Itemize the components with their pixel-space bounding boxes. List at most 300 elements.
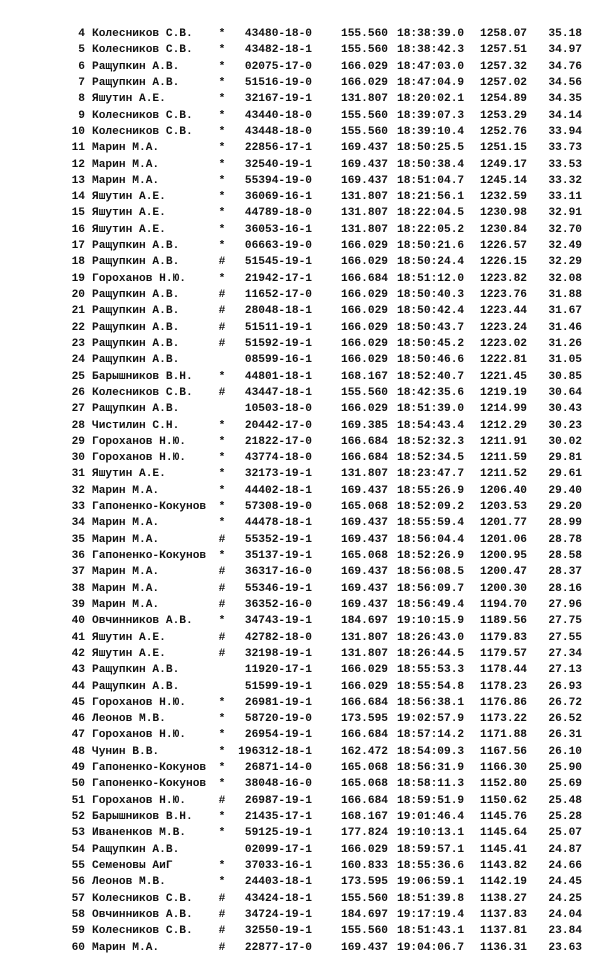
- speed-cell: 1257.32: [480, 60, 527, 73]
- score-cell: 32.29: [548, 256, 582, 269]
- table-row: [0, 450, 600, 466]
- mark-cell: *: [218, 223, 226, 236]
- arrival-time-cell: 18:52:34.5: [397, 452, 465, 465]
- fancier-name-cell: Яшутин А.Е.: [92, 191, 166, 204]
- distance-cell: 168.167: [341, 811, 388, 823]
- rank-cell: 48: [71, 745, 85, 758]
- score-cell: 27.34: [548, 647, 582, 660]
- distance-cell: 165.068: [341, 550, 388, 562]
- distance-cell: 166.684: [341, 794, 388, 807]
- distance-cell: 169.437: [341, 582, 388, 595]
- rank-cell: 39: [71, 598, 85, 611]
- distance-cell: 166.029: [341, 256, 388, 269]
- arrival-time-cell: 18:55:53.3: [397, 664, 465, 677]
- mark-cell: #: [218, 908, 226, 921]
- distance-cell: 166.029: [341, 321, 388, 334]
- speed-cell: 1245.14: [480, 174, 527, 187]
- arrival-time-cell: 18:52:32.3: [397, 435, 465, 448]
- fancier-name-cell: Колесников С.В.: [92, 925, 193, 938]
- arrival-time-cell: 18:54:43.4: [397, 419, 465, 432]
- speed-cell: 1252.76: [480, 125, 527, 138]
- rank-cell: 38: [71, 582, 85, 595]
- ring-id-cell: 43774-18-0: [244, 452, 312, 465]
- table-row: [0, 173, 600, 189]
- rank-cell: 5: [78, 44, 85, 57]
- rank-cell: 21: [71, 305, 85, 318]
- table-row: [0, 679, 600, 695]
- fancier-name-cell: Гороханов Н.Ю.: [92, 435, 186, 448]
- score-cell: 26.31: [548, 729, 582, 742]
- ring-id-cell: 36053-16-1: [244, 223, 312, 236]
- arrival-time-cell: 18:38:39.0: [397, 28, 465, 40]
- rank-cell: 46: [71, 713, 85, 726]
- speed-cell: 1200.30: [480, 582, 527, 595]
- speed-cell: 1253.29: [480, 109, 527, 122]
- fancier-name-cell: Овчинников А.В.: [92, 908, 193, 921]
- rank-cell: 32: [71, 484, 85, 497]
- arrival-time-cell: 18:52:40.7: [397, 370, 465, 383]
- score-cell: 30.23: [548, 419, 582, 432]
- ring-id-cell: 43447-18-1: [244, 386, 312, 399]
- fancier-name-cell: Овчинников А.В.: [92, 615, 193, 628]
- table-row: [0, 842, 600, 858]
- mark-cell: *: [218, 859, 226, 872]
- distance-cell: 169.437: [341, 598, 388, 611]
- rank-cell: 36: [71, 550, 85, 562]
- table-row: [0, 336, 600, 352]
- rank-cell: 43: [71, 664, 85, 677]
- ring-id-cell: 21942-17-1: [244, 272, 312, 285]
- table-row: [0, 532, 600, 548]
- fancier-name-cell: Барышников В.Н.: [92, 811, 193, 823]
- arrival-time-cell: 18:50:25.5: [397, 142, 465, 155]
- rank-cell: 59: [71, 925, 85, 938]
- score-cell: 31.46: [548, 321, 582, 334]
- distance-cell: 166.029: [341, 60, 388, 73]
- speed-cell: 1211.91: [480, 435, 527, 448]
- ring-id-cell: 35137-19-1: [244, 550, 312, 562]
- mark-cell: *: [218, 240, 226, 253]
- score-cell: 32.70: [548, 223, 582, 236]
- ring-id-cell: 43440-18-0: [244, 109, 312, 122]
- mark-cell: *: [218, 158, 226, 171]
- ring-id-cell: 44402-18-1: [244, 484, 312, 497]
- score-cell: 24.45: [548, 876, 582, 889]
- distance-cell: 173.595: [341, 876, 388, 889]
- ring-id-cell: 26871-14-0: [244, 762, 312, 775]
- speed-cell: 1171.88: [480, 729, 527, 742]
- mark-cell: *: [218, 778, 226, 791]
- distance-cell: 155.560: [341, 925, 388, 938]
- distance-cell: 166.029: [341, 305, 388, 318]
- mark-cell: #: [218, 892, 226, 905]
- rank-cell: 4: [78, 28, 85, 40]
- arrival-time-cell: 18:51:39.0: [397, 403, 465, 416]
- score-cell: 29.20: [548, 501, 582, 514]
- mark-cell: #: [218, 794, 226, 807]
- score-cell: 24.04: [548, 908, 582, 921]
- table-row: [0, 320, 600, 336]
- ring-id-cell: 21435-17-1: [244, 811, 312, 823]
- mark-cell: #: [218, 631, 226, 644]
- ring-id-cell: 57308-19-0: [244, 501, 312, 514]
- table-row: [0, 59, 600, 75]
- fancier-name-cell: Колесников С.В.: [92, 386, 193, 399]
- fancier-name-cell: Ращупкин А.В.: [92, 843, 180, 856]
- ring-id-cell: 36317-16-0: [244, 566, 312, 579]
- arrival-time-cell: 18:51:04.7: [397, 174, 465, 187]
- fancier-name-cell: Марин М.А.: [92, 582, 160, 595]
- ring-id-cell: 06663-19-0: [244, 240, 312, 253]
- fancier-name-cell: Гороханов Н.Ю.: [92, 729, 186, 742]
- arrival-time-cell: 19:10:13.1: [397, 827, 465, 840]
- ring-id-cell: 55346-19-1: [244, 582, 312, 595]
- rank-cell: 35: [71, 533, 85, 546]
- ring-id-cell: 34743-19-1: [244, 615, 312, 628]
- ring-id-cell: 22877-17-0: [244, 941, 312, 954]
- arrival-time-cell: 18:51:39.8: [397, 892, 465, 905]
- ring-id-cell: 51516-19-0: [244, 76, 312, 89]
- speed-cell: 1223.44: [480, 305, 527, 318]
- speed-cell: 1201.77: [480, 517, 527, 530]
- table-row: [0, 238, 600, 254]
- ring-id-cell: 20442-17-0: [244, 419, 312, 432]
- mark-cell: *: [218, 272, 226, 285]
- speed-cell: 1214.99: [480, 403, 527, 416]
- distance-cell: 169.437: [341, 533, 388, 546]
- mark-cell: #: [218, 647, 226, 660]
- mark-cell: *: [218, 729, 226, 742]
- speed-cell: 1142.19: [480, 876, 527, 889]
- speed-cell: 1206.40: [480, 484, 527, 497]
- fancier-name-cell: Леонов М.В.: [92, 713, 166, 726]
- rank-cell: 50: [71, 778, 85, 791]
- ring-id-cell: 11652-17-0: [244, 289, 312, 301]
- fancier-name-cell: Колесников С.В.: [92, 109, 193, 122]
- distance-cell: 155.560: [341, 892, 388, 905]
- table-row: [0, 760, 600, 776]
- score-cell: 25.28: [548, 811, 582, 823]
- table-row: [0, 499, 600, 515]
- table-row: [0, 776, 600, 792]
- table-row: [0, 26, 600, 42]
- rank-cell: 33: [71, 501, 85, 514]
- ring-id-cell: 08599-16-1: [244, 354, 312, 367]
- score-cell: 33.94: [548, 125, 582, 138]
- mark-cell: #: [218, 256, 226, 269]
- score-cell: 28.37: [548, 566, 582, 579]
- ring-id-cell: 44789-18-0: [244, 207, 312, 220]
- mark-cell: #: [218, 566, 226, 579]
- rank-cell: 57: [71, 892, 85, 905]
- table-row: [0, 287, 600, 303]
- rank-cell: 9: [78, 109, 85, 122]
- score-cell: 35.18: [548, 28, 582, 40]
- ring-id-cell: 36352-16-0: [244, 598, 312, 611]
- speed-cell: 1136.31: [480, 941, 527, 954]
- speed-cell: 1223.24: [480, 321, 527, 334]
- distance-cell: 166.029: [341, 680, 388, 693]
- speed-cell: 1166.30: [480, 762, 527, 775]
- rank-cell: 54: [71, 843, 85, 856]
- ring-id-cell: 51592-19-1: [244, 337, 312, 350]
- score-cell: 24.87: [548, 843, 582, 856]
- fancier-name-cell: Чистилин С.Н.: [92, 419, 180, 432]
- arrival-time-cell: 19:02:57.9: [397, 713, 465, 726]
- distance-cell: 173.595: [341, 713, 388, 726]
- score-cell: 26.52: [548, 713, 582, 726]
- score-cell: 25.69: [548, 778, 582, 791]
- arrival-time-cell: 18:50:24.4: [397, 256, 465, 269]
- rank-cell: 16: [71, 223, 85, 236]
- speed-cell: 1145.41: [480, 843, 527, 856]
- rank-cell: 31: [71, 468, 85, 481]
- fancier-name-cell: Ращупкин А.В.: [92, 305, 180, 318]
- score-cell: 33.53: [548, 158, 582, 171]
- score-cell: 34.97: [548, 44, 582, 57]
- distance-cell: 131.807: [341, 207, 388, 220]
- mark-cell: #: [218, 925, 226, 938]
- mark-cell: *: [218, 745, 226, 758]
- mark-cell: *: [218, 207, 226, 220]
- fancier-name-cell: Ращупкин А.В.: [92, 664, 180, 677]
- score-cell: 32.08: [548, 272, 582, 285]
- speed-cell: 1143.82: [480, 859, 527, 872]
- mark-cell: *: [218, 419, 226, 432]
- table-row: [0, 91, 600, 107]
- ring-id-cell: 43482-18-1: [244, 44, 312, 57]
- mark-cell: *: [218, 615, 226, 628]
- arrival-time-cell: 18:50:21.6: [397, 240, 465, 253]
- table-row: [0, 662, 600, 678]
- arrival-time-cell: 18:55:36.6: [397, 859, 465, 872]
- fancier-name-cell: Колесников С.В.: [92, 28, 193, 40]
- rank-cell: 29: [71, 435, 85, 448]
- speed-cell: 1145.64: [480, 827, 527, 840]
- ring-id-cell: 196312-18-1: [238, 745, 312, 758]
- distance-cell: 169.437: [341, 174, 388, 187]
- distance-cell: 131.807: [341, 631, 388, 644]
- fancier-name-cell: Ращупкин А.В.: [92, 354, 180, 367]
- mark-cell: *: [218, 191, 226, 204]
- distance-cell: 184.697: [341, 615, 388, 628]
- score-cell: 30.85: [548, 370, 582, 383]
- rank-cell: 49: [71, 762, 85, 775]
- ring-id-cell: 55394-19-0: [244, 174, 312, 187]
- ring-id-cell: 28048-18-1: [244, 305, 312, 318]
- arrival-time-cell: 18:59:57.1: [397, 843, 465, 856]
- speed-cell: 1223.76: [480, 289, 527, 301]
- distance-cell: 131.807: [341, 93, 388, 106]
- arrival-time-cell: 19:10:15.9: [397, 615, 465, 628]
- table-row: [0, 401, 600, 417]
- mark-cell: *: [218, 60, 226, 73]
- rank-cell: 28: [71, 419, 85, 432]
- speed-cell: 1176.86: [480, 696, 527, 709]
- table-row: [0, 124, 600, 140]
- score-cell: 25.90: [548, 762, 582, 775]
- distance-cell: 162.472: [341, 745, 388, 758]
- speed-cell: 1137.83: [480, 908, 527, 921]
- speed-cell: 1178.44: [480, 664, 527, 677]
- distance-cell: 184.697: [341, 908, 388, 921]
- ring-id-cell: 44478-18-1: [244, 517, 312, 530]
- score-cell: 25.07: [548, 827, 582, 840]
- ring-id-cell: 02099-17-1: [244, 843, 312, 856]
- fancier-name-cell: Ращупкин А.В.: [92, 289, 180, 301]
- rank-cell: 10: [71, 125, 85, 138]
- score-cell: 31.67: [548, 305, 582, 318]
- fancier-name-cell: Марин М.А.: [92, 142, 160, 155]
- fancier-name-cell: Яшутин А.Е.: [92, 207, 166, 220]
- rank-cell: 27: [71, 403, 85, 416]
- arrival-time-cell: 18:39:07.3: [397, 109, 465, 122]
- speed-cell: 1226.15: [480, 256, 527, 269]
- arrival-time-cell: 19:01:46.4: [397, 811, 465, 823]
- speed-cell: 1194.70: [480, 598, 527, 611]
- rank-cell: 52: [71, 811, 85, 823]
- speed-cell: 1167.56: [480, 745, 527, 758]
- distance-cell: 165.068: [341, 501, 388, 514]
- ring-id-cell: 43480-18-0: [244, 28, 312, 40]
- rank-cell: 37: [71, 566, 85, 579]
- speed-cell: 1257.51: [480, 44, 527, 57]
- arrival-time-cell: 18:56:04.4: [397, 533, 465, 546]
- arrival-time-cell: 18:55:54.8: [397, 680, 465, 693]
- distance-cell: 166.684: [341, 435, 388, 448]
- speed-cell: 1212.29: [480, 419, 527, 432]
- score-cell: 30.64: [548, 386, 582, 399]
- table-row: [0, 254, 600, 270]
- speed-cell: 1179.83: [480, 631, 527, 644]
- rank-cell: 47: [71, 729, 85, 742]
- mark-cell: *: [218, 76, 226, 89]
- table-row: [0, 630, 600, 646]
- table-row: [0, 695, 600, 711]
- ring-id-cell: 36069-16-1: [244, 191, 312, 204]
- ring-id-cell: 34724-19-1: [244, 908, 312, 921]
- ring-id-cell: 24403-18-1: [244, 876, 312, 889]
- speed-cell: 1251.15: [480, 142, 527, 155]
- mark-cell: #: [218, 598, 226, 611]
- distance-cell: 169.437: [341, 484, 388, 497]
- ring-id-cell: 32167-19-1: [244, 93, 312, 106]
- arrival-time-cell: 18:50:46.6: [397, 354, 465, 367]
- score-cell: 34.76: [548, 60, 582, 73]
- table-row: [0, 483, 600, 499]
- arrival-time-cell: 18:50:38.4: [397, 158, 465, 171]
- distance-cell: 131.807: [341, 468, 388, 481]
- ring-id-cell: 26987-19-1: [244, 794, 312, 807]
- fancier-name-cell: Колесников С.В.: [92, 892, 193, 905]
- table-row: [0, 271, 600, 287]
- speed-cell: 1232.59: [480, 191, 527, 204]
- distance-cell: 166.029: [341, 76, 388, 89]
- rank-cell: 14: [71, 191, 85, 204]
- ring-id-cell: 21822-17-0: [244, 435, 312, 448]
- arrival-time-cell: 18:23:47.7: [397, 468, 465, 481]
- table-row: [0, 613, 600, 629]
- mark-cell: *: [218, 876, 226, 889]
- score-cell: 23.63: [548, 941, 582, 954]
- ring-id-cell: 42782-18-0: [244, 631, 312, 644]
- arrival-time-cell: 18:47:04.9: [397, 76, 465, 89]
- mark-cell: *: [218, 452, 226, 465]
- mark-cell: *: [218, 696, 226, 709]
- ring-id-cell: 51511-19-1: [244, 321, 312, 334]
- distance-cell: 160.833: [341, 859, 388, 872]
- ring-id-cell: 43448-18-0: [244, 125, 312, 138]
- fancier-name-cell: Марин М.А.: [92, 533, 160, 546]
- rank-cell: 20: [71, 289, 85, 301]
- score-cell: 31.05: [548, 354, 582, 367]
- rank-cell: 22: [71, 321, 85, 334]
- speed-cell: 1221.45: [480, 370, 527, 383]
- mark-cell: *: [218, 93, 226, 106]
- score-cell: 27.75: [548, 615, 582, 628]
- ring-id-cell: 26954-19-1: [244, 729, 312, 742]
- ring-id-cell: 11920-17-1: [244, 664, 312, 677]
- fancier-name-cell: Гороханов Н.Ю.: [92, 696, 186, 709]
- ring-id-cell: 22856-17-1: [244, 142, 312, 155]
- ring-id-cell: 37033-16-1: [244, 859, 312, 872]
- arrival-time-cell: 18:52:09.2: [397, 501, 465, 514]
- mark-cell: *: [218, 484, 226, 497]
- fancier-name-cell: Яшутин А.Е.: [92, 223, 166, 236]
- fancier-name-cell: Гапоненко-Кокунов: [92, 778, 207, 791]
- rank-cell: 13: [71, 174, 85, 187]
- rank-cell: 58: [71, 908, 85, 921]
- score-cell: 30.02: [548, 435, 582, 448]
- distance-cell: 169.437: [341, 158, 388, 171]
- score-cell: 25.48: [548, 794, 582, 807]
- table-row: [0, 548, 600, 564]
- rank-cell: 8: [78, 93, 85, 106]
- speed-cell: 1203.53: [480, 501, 527, 514]
- table-row: [0, 205, 600, 221]
- table-row: [0, 891, 600, 907]
- speed-cell: 1230.84: [480, 223, 527, 236]
- table-row: [0, 581, 600, 597]
- arrival-time-cell: 18:55:59.4: [397, 517, 465, 530]
- score-cell: 31.26: [548, 337, 582, 350]
- ring-id-cell: 43424-18-1: [244, 892, 312, 905]
- fancier-name-cell: Марин М.А.: [92, 598, 160, 611]
- distance-cell: 168.167: [341, 370, 388, 383]
- arrival-time-cell: 18:56:08.5: [397, 566, 465, 579]
- speed-cell: 1200.47: [480, 566, 527, 579]
- fancier-name-cell: Колесников С.В.: [92, 125, 193, 138]
- table-row: [0, 940, 600, 956]
- rank-cell: 53: [71, 827, 85, 840]
- arrival-time-cell: 18:50:40.3: [397, 289, 465, 301]
- rank-cell: 7: [78, 76, 85, 89]
- mark-cell: *: [218, 125, 226, 138]
- score-cell: 26.10: [548, 745, 582, 758]
- mark-cell: #: [218, 321, 226, 334]
- speed-cell: 1222.81: [480, 354, 527, 367]
- rank-cell: 41: [71, 631, 85, 644]
- speed-cell: 1189.56: [480, 615, 527, 628]
- arrival-time-cell: 18:56:49.4: [397, 598, 465, 611]
- score-cell: 27.13: [548, 664, 582, 677]
- mark-cell: *: [218, 109, 226, 122]
- fancier-name-cell: Барышников В.Н.: [92, 370, 193, 383]
- speed-cell: 1249.17: [480, 158, 527, 171]
- speed-cell: 1219.19: [480, 386, 527, 399]
- table-row: [0, 303, 600, 319]
- score-cell: 27.55: [548, 631, 582, 644]
